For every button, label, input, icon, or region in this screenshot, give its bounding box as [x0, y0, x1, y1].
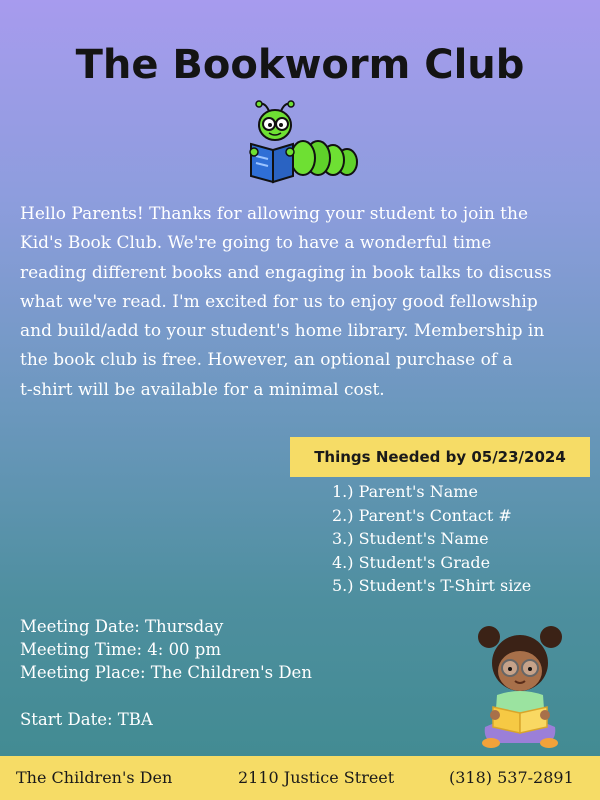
list-item: 1.) Parent's Name — [332, 482, 478, 501]
start-date: Start Date: TBA — [20, 710, 153, 729]
list-item: 2.) Parent's Contact # — [332, 505, 512, 525]
intro-paragraph: Hello Parents! Thanks for allowing your student to join the Kid's Book Club. We're going to have a wonderful time reading different books and engaging in book talks to discuss what we've read. I'm excited for us to enjoy good fellowship and build/add to your student's home library. Membership in the book club is free. However, an optional purchase of a t-shirt will be available for a minimal cost. — [20, 204, 552, 400]
bookworm-reading-icon — [245, 100, 360, 185]
meeting-details — [20, 615, 312, 684]
meeting-time: Meeting Time: 4: 00 pm — [20, 640, 222, 659]
girl-reading-book-icon — [475, 615, 565, 750]
things-needed-heading — [290, 437, 590, 477]
list-item: 4.) Student's Grade — [332, 552, 491, 572]
meeting-date: Meeting Date: Thursday — [20, 617, 224, 636]
things-needed-list — [332, 480, 531, 598]
footer-address: 2110 Justice Street — [238, 768, 395, 787]
footer-venue-name: The Children's Den — [16, 768, 173, 787]
list-item: 5.) Student's T-Shirt size — [332, 576, 532, 595]
meeting-place: Meeting Place: The Children's Den — [20, 663, 312, 682]
list-item: 3.) Student's Name — [332, 529, 489, 548]
page-title: The Bookworm Club — [75, 42, 525, 88]
things-needed-heading-text: Things Needed by 05/23/2024 — [314, 448, 566, 466]
footer-phone: (318) 537-2891 — [449, 768, 574, 787]
footer-bar — [0, 756, 600, 800]
